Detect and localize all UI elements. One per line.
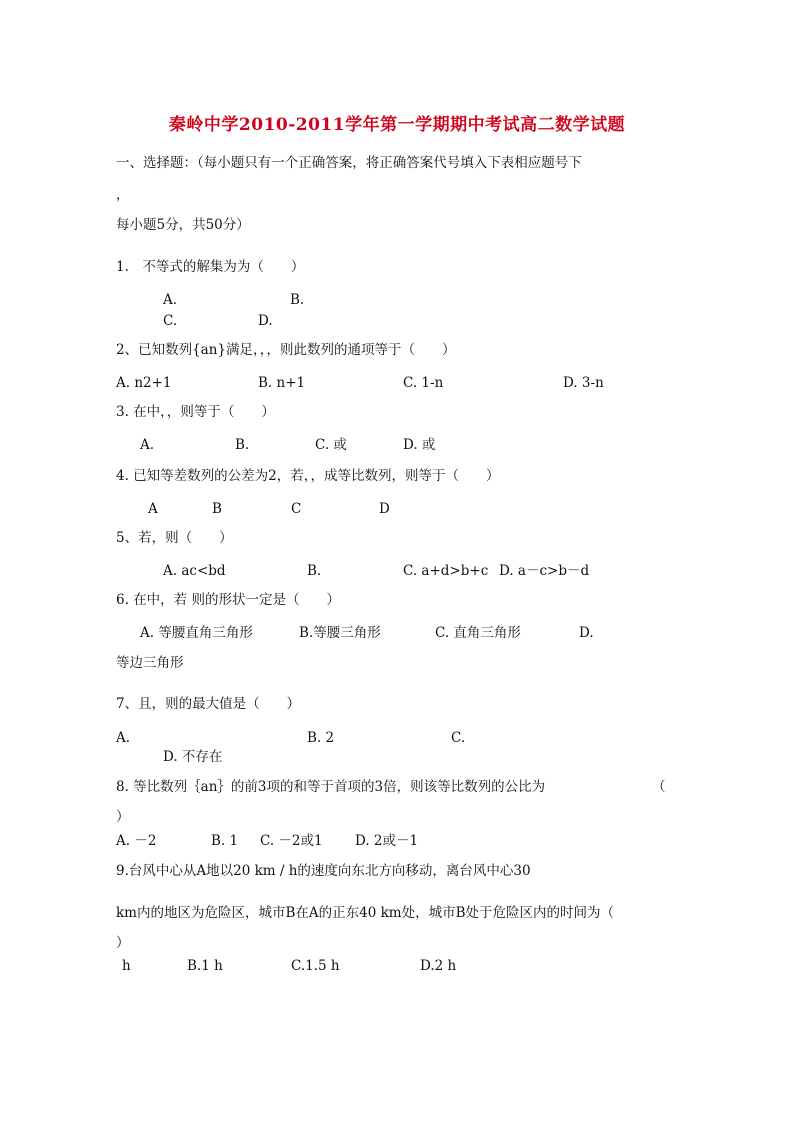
question-6-option-b: B.等腰三角形 [299,625,381,641]
question-9-option-c: C.1.5 h [291,958,340,974]
question-7-option-b: B. 2 [307,730,335,746]
question-8-option-a: A. －2 [116,833,157,849]
question-2-option-c: C. 1-n [403,375,444,391]
question-8-stem: 8. 等比数列｛an｝的前3项的和等于首项的3倍，则该等比数列的公比为 [116,779,546,795]
question-3-option-a: A. [140,437,155,453]
question-5-option-d: D. a－c>b－d [499,563,590,579]
question-9-stem: 9.台风中心从A地以20 km / h的速度向东北方向移动，离台风中心30 [116,863,531,879]
question-9-option-d: D.2 h [420,958,457,974]
question-5-option-c: C. a+d>b+c [403,563,489,579]
question-9-option-b: B.1 h [187,958,223,974]
question-8-option-d: D. 2或－1 [355,833,419,849]
question-5-stem: 5、若，则（ ） [116,530,233,546]
question-5-option-a: A. ac<bd [163,563,226,579]
question-7-option-c: C. [451,730,466,746]
question-6-option-d: D. [579,625,594,641]
question-8-answer-paren-close: ） [116,809,130,825]
question-9-answer-paren-close: ） [116,935,130,951]
question-2-option-d: D. 3-n [563,375,604,391]
question-4-option-c: C [291,501,302,517]
question-8-option-b: B. 1 [211,833,239,849]
question-2-option-a: A. n2+1 [116,375,172,391]
question-4-option-a: A [148,501,158,517]
question-1-option-d: D. [258,313,273,329]
question-9-option-a: h [122,958,131,974]
section-heading-scoring: 每小题5分，共50分） [116,217,250,233]
question-7-stem: 7、且，则的最大值是（ ） [116,696,301,712]
question-3-stem: 3. 在中，，则等于（ ） [116,404,275,420]
question-6-option-d-text: 等边三角形 [116,655,184,671]
question-6-option-a: A. 等腰直角三角形 [140,625,253,641]
question-2-option-b: B. n+1 [258,375,306,391]
question-3-option-b: B. [235,437,250,453]
question-3-option-d: D. 或 [403,437,436,453]
question-2-stem: 2、已知数列{an}满足，，，则此数列的通项等于（ ） [116,342,456,358]
question-8-answer-paren: （ [652,779,666,795]
question-3-option-c: C. 或 [315,437,347,453]
question-9-stem-cont: km内的地区为危险区，城市B在A的正东40 km处，城市B处于危险区内的时间为（ [116,905,615,921]
question-1-option-b: B. [290,292,305,308]
section-heading-comma: ， [116,187,130,203]
exam-title: 秦岭中学2010-2011学年第一学期期中考试高二数学试题 [168,115,626,135]
question-4-stem: 4. 已知等差数列的公差为2，若，，成等比数列，则等于（ ） [116,468,500,484]
question-5-option-b: B. [307,563,322,579]
section-heading: 一、选择题：（每小题只有一个正确答案，将正确答案代号填入下表相应题号下 [116,155,582,171]
question-1-stem: 1. 不等式的解集为为（ ） [116,259,305,275]
question-7-option-a: A. [116,730,131,746]
question-7-option-d: D. 不存在 [163,749,223,765]
question-6-option-c: C. 直角三角形 [435,625,521,641]
question-6-stem: 6. 在中，若 则的形状一定是（ ） [116,592,340,608]
question-4-option-b: B [212,501,222,517]
question-1-option-c: C. [163,313,178,329]
question-8-option-c: C. －2或1 [260,833,323,849]
question-1-option-a: A. [163,292,178,308]
question-4-option-d: D [379,501,390,517]
